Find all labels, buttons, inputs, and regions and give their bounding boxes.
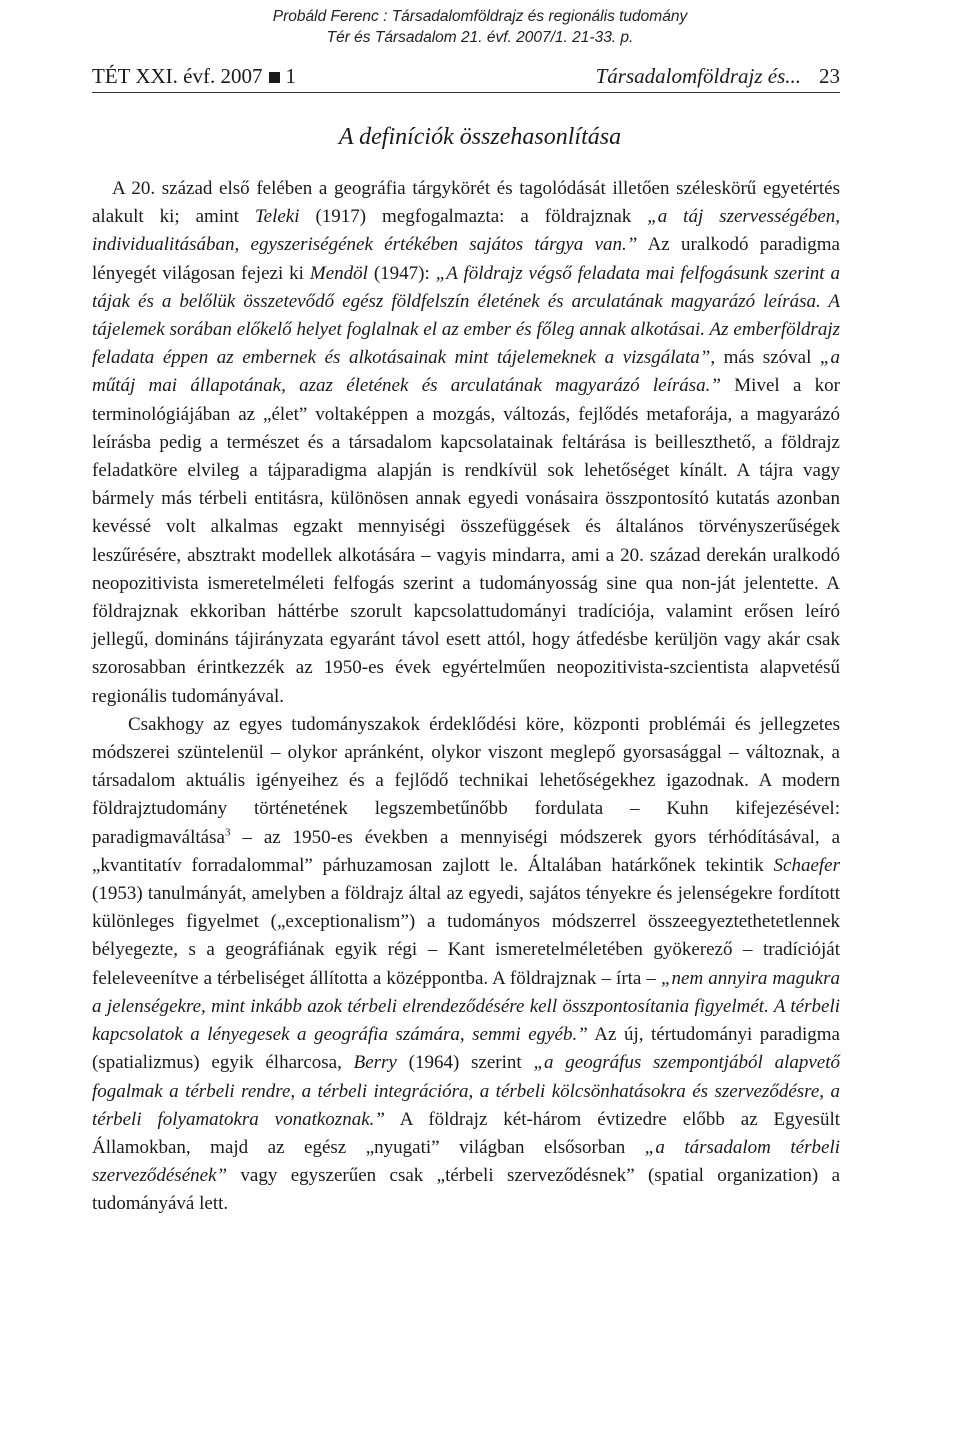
text-run: Csakhogy az egyes tudományszakok érdeklődési köre, központi problémái és jellegzetes módszerei szüntelenül – olykor apránként, olykor viszont meglepő gyorsasággal – változnak, a társadalom aktuális igényeihez és a fejlődő technikai lehetőségekhez igazodnak. A modern földrajztudomány történetének legszembetűnőbb fordulata – Kuhn kifejezésével: paradigmaváltása — [92, 713, 840, 848]
text-run: (1964) szerint — [396, 1052, 534, 1074]
text-run: Mivel a kor terminológiájában az „élet” voltaképpen a mozgás, változás, fejlődés metaforája, a magyarázó leírásba pedig a természet és a társadalom kapcsolatainak feltárása is beilleszthető, a földrajz feladatköre elvileg a tájparadigma alapján is rendkívül sok lehetőséget kínált. A tájra vagy bármely más térbeli entitásra, különösen annak egyedi vonásaira összpontosító kutatás azonban kevéssé volt alkalmas egzakt mennyiségi összefüggések és általános törvényszerűségek leszűrésére, absztrakt modellek alkotására – vagyis mindarra, ami a 20. század derekán uralkodó neopozitivista ismeretelméleti felfogás szerint a tudományosság sine qua non-ját jelentette. A földrajznak ekkoriban háttérbe szorult kapcsolattudományi tradíciója, valamint erősen leíró jellegű, domináns tájirányzata egyaránt távol esett attól, hogy átfedésbe kerüljön vagy akár csak szorosabban érintkezzék az 1950-es évek egyértelműen neopozitivista-szcientista alapvetésű regionális tudományával. — [92, 375, 840, 707]
text-run: A 20. század első felében a geográfia tárgykörét és tagolódását illetően széleskörű egyetértés alakult ki; amint — [92, 178, 840, 228]
page-header — [92, 62, 840, 93]
text-run: (1947): — [367, 262, 436, 284]
header-right — [596, 64, 840, 89]
paragraph-1 — [92, 175, 840, 711]
text-run: (1953) tanulmányát, amelyben a földrajz által az egyedi, sajátos tényekre és jelenségekre fordított különleges figyelmet („exceptionalism”) a tudományos módszerrel összeegyeztethetetlennek bélyegezte, s a geográfiának egyik régi – Kant ismeretelméletében gyökerező – tradícióját feleleveenítve a térbeliséget állította a középpontba. A földrajznak – írta – — [92, 883, 840, 989]
paragraph-2 — [92, 711, 840, 1219]
italic-run: „A földrajz végső feladata mai felfogásunk szerint a tájak és a belőlük összetevődő egész földfelszín életének és arculatának magyarázó leírása. A tájelemek sorában előkelő helyet foglalnak el az ember és főleg annak alkotásai. Az emberföldrajz feladata éppen az embernek és alkotásainak mint tájelemeknek a vizsgálata” — [92, 262, 840, 369]
square-bullet-icon — [269, 72, 280, 83]
source-citation-line-1: Probáld Ferenc : Társadalomföldrajz és regionális tudomány — [272, 8, 688, 25]
text-run: A földrajz két-három évtizedre előbb az Egyesült Államokban, majd az egész „nyugati” világban elsősorban — [92, 1108, 840, 1158]
italic-run: Mendöl — [309, 262, 368, 284]
journal-name: TÉT XXI. évf. 2007 — [92, 64, 263, 88]
italic-run: Berry — [353, 1052, 397, 1074]
section-title: A definíciók összehasonlítása — [338, 124, 622, 150]
italic-run: Teleki — [254, 206, 300, 228]
italic-run: Schaefer — [773, 854, 840, 876]
text-run: – az 1950-es években a mennyiségi módszerek gyors térhódításával, a „kvantitatív forradalommal” párhuzamosan zajlott le. Általában határkőnek tekintik — [92, 826, 840, 876]
source-citation-line-2: Tér és Társadalom 21. évf. 2007/1. 21-33. p. — [326, 29, 634, 46]
text-run: , más szóval — [710, 347, 820, 369]
issue-number: 1 — [285, 64, 296, 88]
italic-run: „nem annyira magukra a jelenségekre, mint inkább azok térbeli elrendeződésére kell összpontosítania figyelmét. A térbeli kapcsolatok a lényegesek a geográfia számára, semmi egyéb.” — [92, 967, 840, 1046]
text-run: vagy egyszerűen csak „térbeli szerveződésnek” (spatial organization) a tudományává lett. — [92, 1165, 840, 1215]
footnote-ref: 3 — [224, 826, 231, 839]
italic-run: „a geográfus szempontjából alapvető fogalmak a térbeli rendre, a térbeli integrációra, a térbeli kölcsönhatásokra és szerveződésre, a térbeli folyamatokra vonatkoznak.” — [92, 1052, 840, 1130]
italic-run: „a társadalom térbeli szerveződésének” — [92, 1136, 840, 1187]
section-running-title: Társadalomföldrajz és... — [595, 64, 801, 88]
text-run: (1917) megfogalmazta: a földrajznak — [299, 206, 648, 228]
text-run: Az uralkodó paradigma lényegét világosan fejezi ki — [92, 234, 840, 284]
italic-run: „a műtáj mai állapotának, azaz életének és arculatának magyarázó leírása.” — [92, 347, 840, 397]
text-run: Az új, tértudományi paradigma (spatializmus) egyik élharcosa, — [92, 1024, 840, 1074]
article-body — [92, 175, 840, 1219]
header-journal — [92, 64, 296, 89]
italic-run: „a táj szervességében, individualitásában, egyszeriségének értékében sajátos tárgya van.” — [92, 206, 840, 256]
page-number: 23 — [819, 64, 840, 88]
